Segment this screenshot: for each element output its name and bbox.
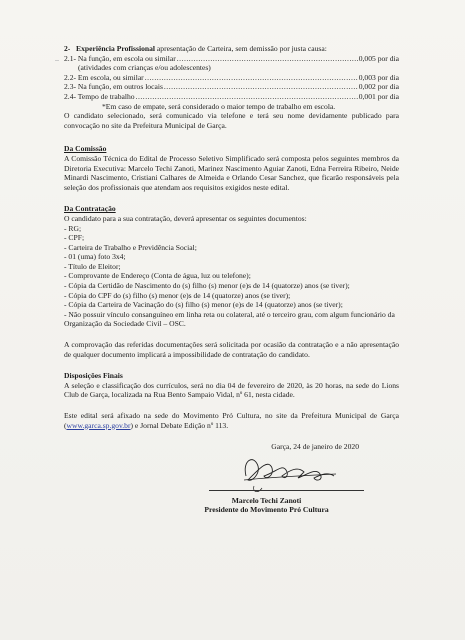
commission-text: A Comissão Técnica do Edital de Processo Seletivo Simplificado será composta pelos seguintes membros da Diretoria Executiva: Marcelo Techi Zanoti, Marinez Nascimento Aguiar Zanoti, Edna Ferreira Ribeiro, Neide Minardi Nascimento, Cristiani Calhares de Almeida e Orlando Cesar Sanchez, que ficarão responsáveis pela seleção dos profissionais que atendam aos requisitos exigidos neste edital. bbox=[64, 153, 399, 192]
document-list-item: - Comprovante de Endereço (Conta de água, luz ou telefone); bbox=[64, 271, 251, 281]
signature-area bbox=[64, 452, 399, 502]
experience-heading bbox=[64, 44, 399, 54]
experience-intro: apresentação de Carteira, sem demissão por justa causa: bbox=[156, 44, 327, 53]
experience-item-value: 0,002 por dia bbox=[358, 82, 399, 92]
document-list-item: - RG; bbox=[64, 223, 82, 233]
posting-text bbox=[64, 411, 399, 430]
document-list-item: - Título de Eleitor; bbox=[64, 261, 121, 271]
experience-item-label: 2.3- Na função, em outros locais bbox=[64, 82, 163, 92]
experience-item-label: 2.2- Em escola, ou similar bbox=[64, 72, 144, 82]
experience-item bbox=[64, 92, 399, 102]
scan-mark bbox=[55, 60, 59, 61]
document-list bbox=[64, 224, 399, 330]
posting-post: ) e Jornal Debate Edição nº 113. bbox=[130, 420, 229, 430]
experience-item bbox=[64, 82, 399, 92]
commission-heading: Da Comissão bbox=[64, 144, 107, 154]
signer-name: Marcelo Techi Zanoti bbox=[231, 495, 302, 505]
document-list-item: - 01 (uma) foto 3x4; bbox=[64, 252, 126, 262]
leader-dots bbox=[177, 54, 358, 64]
website-link[interactable]: www.garca.sp.gov.br bbox=[66, 420, 131, 430]
document-body bbox=[64, 44, 399, 515]
experience-item bbox=[64, 73, 399, 83]
final-text: A seleção e classificação dos currículos, será no dia 04 de fevereiro de 2020, às 20 horas, na sede do Lions Club de Garça, localizada na Rua Bento Sampaio Vidal, nº 61, nesta cidade. bbox=[64, 380, 399, 400]
hiring-intro: O candidato para a sua contratação, deverá apresentar os seguintes documentos: bbox=[64, 213, 307, 223]
experience-number: 2- bbox=[64, 44, 71, 53]
place-date: Garça, 24 de janeiro de 2020 bbox=[271, 442, 359, 452]
leader-dots bbox=[145, 73, 358, 83]
document-list-item: - Cópia da Carteira de Vacinação do (s) filho (s) menor (e)s de 14 (quatorze) anos (se tiver); bbox=[64, 300, 343, 310]
signer-role: Presidente do Movimento Pró Cultura bbox=[204, 505, 329, 515]
signature-line bbox=[209, 490, 364, 491]
document-list-item: - CPF; bbox=[64, 233, 85, 243]
leader-dots bbox=[136, 92, 358, 102]
document-list-item: - Não possuir vínculo consanguíneo em linha reta ou colateral, até o terceiro grau, com algum funcionário da Organização da Sociedade Civil – OSC. bbox=[64, 309, 395, 329]
document-list-item: - Carteira de Trabalho e Previdência Social; bbox=[64, 242, 197, 252]
document-list-item: - Cópia do CPF do (s) filho (s) menor (e)s de 14 (quatorze) anos (se tiver); bbox=[64, 290, 291, 300]
final-heading: Disposições Finais bbox=[64, 371, 123, 381]
selection-notice: O candidato selecionado, será comunicado via telefone e terá seu nome devidamente publicado para convocação no site da Prefeitura Municipal de Garça. bbox=[64, 111, 399, 130]
experience-item-label: 2.4- Tempo de trabalho bbox=[64, 91, 135, 101]
experience-item-sub: (atividades com crianças e/ou adolescentes) bbox=[78, 63, 211, 73]
leader-dots bbox=[164, 82, 358, 92]
hiring-closing: A comprovação das referidas documentações será solicitada por ocasião da contratação e a não apresentação de qualquer documento implicará a impossibilidade de contratação do candidato. bbox=[64, 340, 399, 359]
experience-item bbox=[64, 54, 399, 64]
posting-pre: Este edital será afixado na sede do Movimento Pró Cultura, no site da Prefeitura Municipal de Garça ( bbox=[64, 411, 399, 430]
experience-item-value: 0,003 por dia bbox=[358, 72, 399, 82]
experience-item-value: 0,001 por dia bbox=[358, 91, 399, 101]
experience-title: Experiência Profissional bbox=[76, 44, 155, 53]
hiring-heading: Da Contratação bbox=[64, 204, 116, 214]
tie-note: *Em caso de empate, será considerado o maior tempo de trabalho em escola. bbox=[102, 101, 336, 111]
document-list-item: - Cópia da Certidão de Nascimento do (s) filho (s) menor (e)s de 14 (quatorze) anos (se tiver); bbox=[64, 281, 350, 291]
experience-item-value: 0,005 por dia bbox=[358, 53, 399, 63]
experience-item-label: 2.1- Na função, em escola ou similar bbox=[64, 53, 176, 63]
